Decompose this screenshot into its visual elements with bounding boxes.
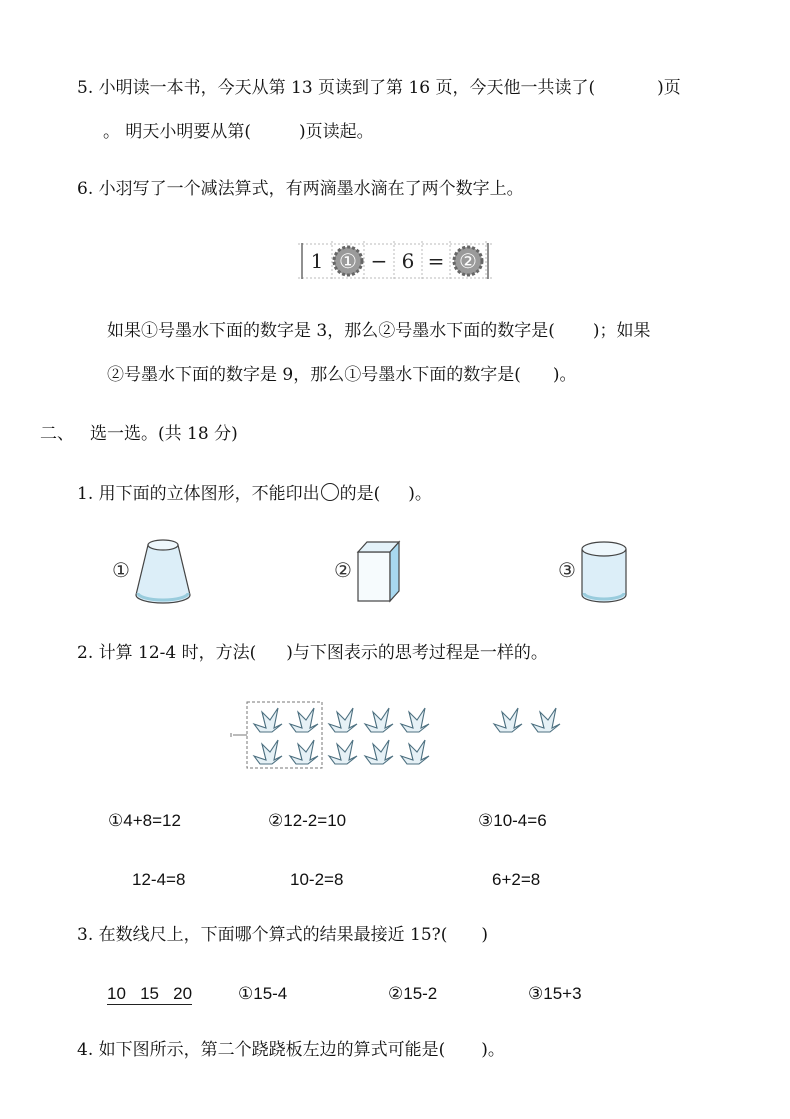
c2-option-2-step2: 10-2=8	[290, 870, 344, 889]
c3-option-1[interactable]: ①15-4	[238, 984, 288, 1003]
q6-line1: 如果①号墨水下面的数字是 3，那么②号墨水下面的数字是( )；如果	[107, 321, 651, 341]
cuboid-icon	[358, 542, 399, 601]
q5-line1: 5. 小明读一本书，今天从第 13 页读到了第 16 页，今天他一共读了( )页	[77, 78, 681, 98]
eq-token: ①	[339, 249, 357, 273]
eq-token: ②	[459, 249, 477, 273]
circle-shape-icon	[321, 483, 339, 501]
c2-stem: 2. 计算 12-4 时，方法( )与下图表示的思考过程是一样的。	[77, 643, 548, 663]
section-heading: 二、 选一选。(共 18 分)	[40, 424, 238, 444]
c3-option-2[interactable]: ②15-2	[388, 984, 438, 1003]
shape-label-2: ②	[334, 558, 352, 582]
c2-option-3[interactable]: ③10-4=6	[478, 811, 547, 830]
c1-stem: 1. 用下面的立体图形，不能印出 的是( )。	[77, 484, 432, 504]
q5-line2: 。 明天小明要从第( )页读起。	[103, 122, 374, 142]
eq-token: 1	[310, 249, 324, 273]
crane-diagram	[230, 700, 570, 772]
c2-option-2[interactable]: ②12-2=10	[268, 811, 347, 830]
ink-equation	[298, 238, 494, 284]
q6-line2: ②号墨水下面的数字是 9，那么①号墨水下面的数字是( )。	[107, 365, 577, 385]
c2-option-3-step2: 6+2=8	[492, 870, 541, 889]
solid-shapes	[108, 535, 628, 607]
c2-option-1[interactable]: ①4+8=12	[108, 811, 181, 830]
c3-stem: 3. 在数线尺上，下面哪个算式的结果最接近 15?( )	[77, 925, 489, 945]
shape-label-1: ①	[112, 558, 130, 582]
c4-stem: 4. 如下图所示，第二个跷跷板左边的算式可能是( )。	[77, 1040, 505, 1060]
cylinder-icon	[582, 542, 626, 602]
paper-crane-icon	[254, 708, 560, 764]
q6-stem: 6. 小羽写了一个减法算式，有两滴墨水滴在了两个数字上。	[77, 179, 524, 199]
frustum-icon	[136, 545, 190, 603]
eq-token: −	[370, 249, 388, 273]
eq-token: 6	[401, 249, 415, 273]
c3-option-3[interactable]: ③15+3	[528, 984, 582, 1003]
c2-option-1-step2: 12-4=8	[132, 870, 186, 889]
shape-label-3: ③	[558, 558, 576, 582]
eq-token: =	[427, 249, 445, 273]
number-ruler: 10 15 20	[107, 984, 193, 1003]
